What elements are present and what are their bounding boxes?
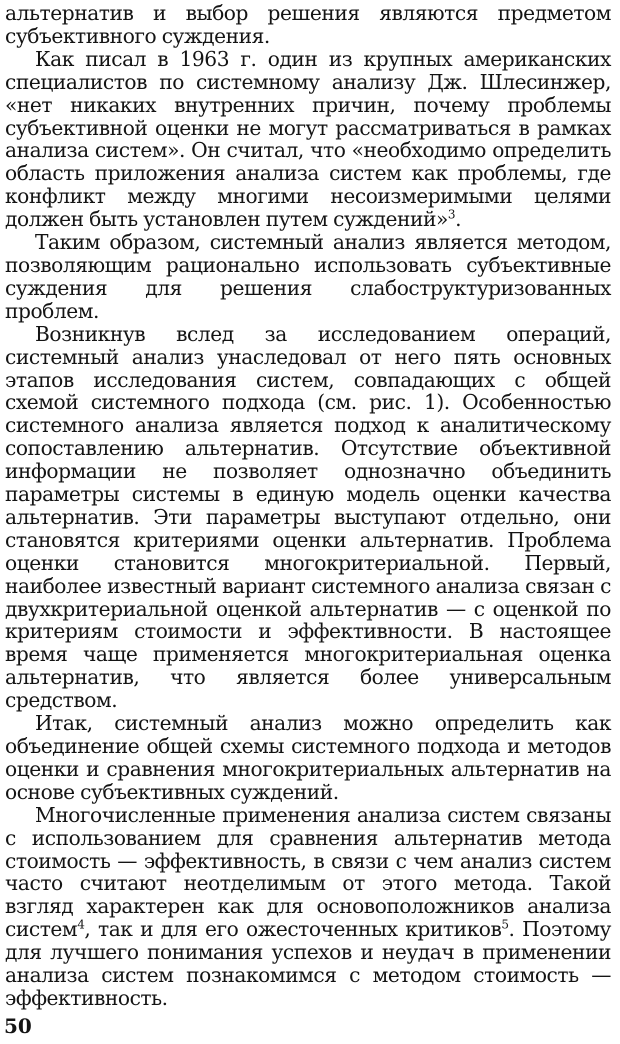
paragraph-5-text: Итак, системный анализ можно определить как объединение общей схемы системного подхода и методов оценки и сравнения многокритериальных альтернатив на основе субъективных суждений. [5,711,611,804]
footnote-ref-3: 3 [447,207,456,222]
paragraph-1-text: альтернатив и выбор решения являются предметом субъективного суждения. [5,1,611,48]
paragraph-2-tail: . [455,207,462,232]
paragraph-3 [5,231,611,323]
page-number: 50 [4,1014,32,1038]
footnote-ref-4: 4 [77,917,85,932]
paragraph-6-text: Многочисленные применения анализа систем связаны с использованием для сравнения альтернатив метода стоимость — эффективность, в связи с чем анализ систем часто считают неотделимым от этого метода. Такой взгляд характерен как для основоположников анализа систем [5,802,611,942]
paragraph-4 [5,323,611,712]
paragraph-6-tail: . Поэтому для лучшего понимания успехов и неудач в применении анализа систем познакомимся с методом стоимость — эффективность. [5,917,611,1010]
paragraph-4-text: Возникнув вслед за исследованием операций, системный анализ унаследовал от него пять основных этапов исследования систем, совпадающих с общей схемой системного подхода (см. рис. 1). Особенностью системного анализа является подход к аналитическому сопоставлению альтернатив. Отсутствие объективной информации не позволяет однозначно объединить параметры системы в единую модель оценки качества альтернатив. Эти параметры выступают отдельно, они становятся критериями оценки альтернатив. Проблема оценки становится многокритериальной. Первый, наиболее известный вариант системного анализа связан с двухкритериальной оценкой альтернатив — с оценкой по критериям стоимости и эффективности. В настоящее время чаще применяется многокритериальная оценка альтернатив, что является более универсальным средством. [5,321,611,713]
paragraph-3-text: Таким образом, системный анализ является методом, позволяющим рационально использовать субъективные суждения для решения слабоструктуризованных проблем. [5,230,611,323]
paragraph-6 [5,804,611,1010]
paragraph-1 [5,2,611,48]
paragraph-2-text: Как писал в 1963 г. один из крупных американских специалистов по системному анализу Дж. Шлесинжер, «нет никаких внутренних причин, почему проблемы субъективной оценки не могут рассматриваться в рамках анализа систем». Он считал, что «необходимо определить область приложения анализа систем как проблемы, где конфликт между многими несоизмеримыми целями должен быть установлен путем суждений» [5,46,611,232]
footnote-ref-5: 5 [501,917,509,932]
paragraph-6-middle: , так и для его ожесточенных критиков [84,917,502,942]
paragraph-2 [5,48,611,231]
paragraph-5 [5,712,611,804]
